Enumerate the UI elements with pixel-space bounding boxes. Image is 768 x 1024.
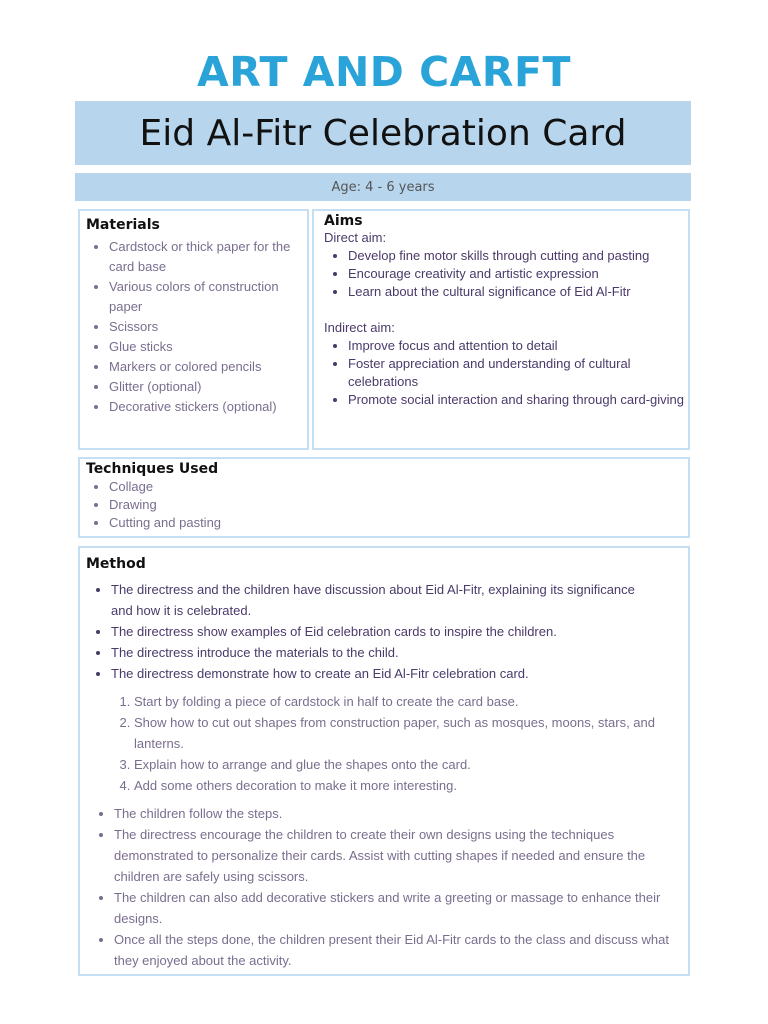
list-item: • Drawing	[109, 496, 688, 514]
indirect-aim-list	[324, 337, 688, 409]
method-title: Method	[86, 556, 146, 572]
list-item: 2. Show how to cut out shapes from construction paper, such as mosques, moons, stars, and lanterns.	[134, 712, 688, 754]
list-item: • Collage	[109, 478, 688, 496]
direct-aim-label: Direct aim:	[324, 230, 387, 245]
direct-aim-list	[324, 247, 688, 301]
materials-list	[86, 237, 307, 417]
list-item: • The directress demonstrate how to create an Eid Al-Fitr celebration card.	[111, 663, 688, 684]
list-item: • Improve focus and attention to detail	[348, 337, 688, 355]
page-heading: ART AND CARFT	[197, 48, 571, 96]
techniques-title: Techniques Used	[86, 461, 219, 477]
list-item: 4. Add some others decoration to make it more interesting.	[134, 775, 688, 796]
indirect-aim-label: Indirect aim:	[324, 320, 395, 335]
materials-section	[78, 209, 309, 450]
list-item: • Promote social interaction and sharing through card-giving	[348, 391, 688, 409]
list-item: • The directress introduce the materials to the child.	[111, 642, 688, 663]
list-item: • Glitter (optional)	[109, 377, 307, 397]
method-steps-list	[86, 691, 688, 796]
method-section	[78, 546, 690, 976]
list-item: • Foster appreciation and understanding of cultural celebrations	[348, 355, 688, 391]
list-item: • Learn about the cultural significance of Eid Al-Fitr	[348, 283, 688, 301]
method-after-list	[86, 803, 688, 971]
materials-title: Materials	[86, 217, 160, 233]
aims-section	[312, 209, 690, 450]
list-item: • Cutting and pasting	[109, 514, 688, 532]
list-item: • The children can also add decorative stickers and write a greeting or massage to enhance their designs.	[114, 887, 688, 929]
list-item: • The directress show examples of Eid celebration cards to inspire the children.	[111, 621, 688, 642]
list-item: • Various colors of construction paper	[109, 277, 307, 317]
list-item: • Cardstock or thick paper for the card base	[109, 237, 307, 277]
method-main-list	[86, 579, 688, 684]
list-item: • Glue sticks	[109, 337, 307, 357]
list-item: • Once all the steps done, the children present their Eid Al-Fitr cards to the class and discuss what they enjoyed about the activity.	[114, 929, 688, 971]
list-item: 1. Start by folding a piece of cardstock in half to create the card base.	[134, 691, 688, 712]
techniques-list	[86, 478, 688, 532]
list-item: • Encourage creativity and artistic expression	[348, 265, 688, 283]
list-item: • The children follow the steps.	[114, 803, 688, 824]
aims-title: Aims	[324, 213, 363, 229]
techniques-section	[78, 457, 690, 538]
list-item: • Markers or colored pencils	[109, 357, 307, 377]
list-item: • Develop fine motor skills through cutting and pasting	[348, 247, 688, 265]
list-item: • Scissors	[109, 317, 307, 337]
list-item: • Decorative stickers (optional)	[109, 397, 307, 417]
list-item: • The directress and the children have discussion about Eid Al-Fitr, explaining its significance and how it is celebrated.	[111, 579, 688, 621]
age-range: Age: 4 - 6 years	[75, 173, 691, 201]
list-item: • The directress encourage the children to create their own designs using the techniques demonstrated to personalize their cards. Assist with cutting shapes if needed and ensure the children are safely using scissors.	[114, 824, 688, 887]
list-item: 3. Explain how to arrange and glue the shapes onto the card.	[134, 754, 688, 775]
document-title: Eid Al-Fitr Celebration Card	[75, 101, 691, 165]
